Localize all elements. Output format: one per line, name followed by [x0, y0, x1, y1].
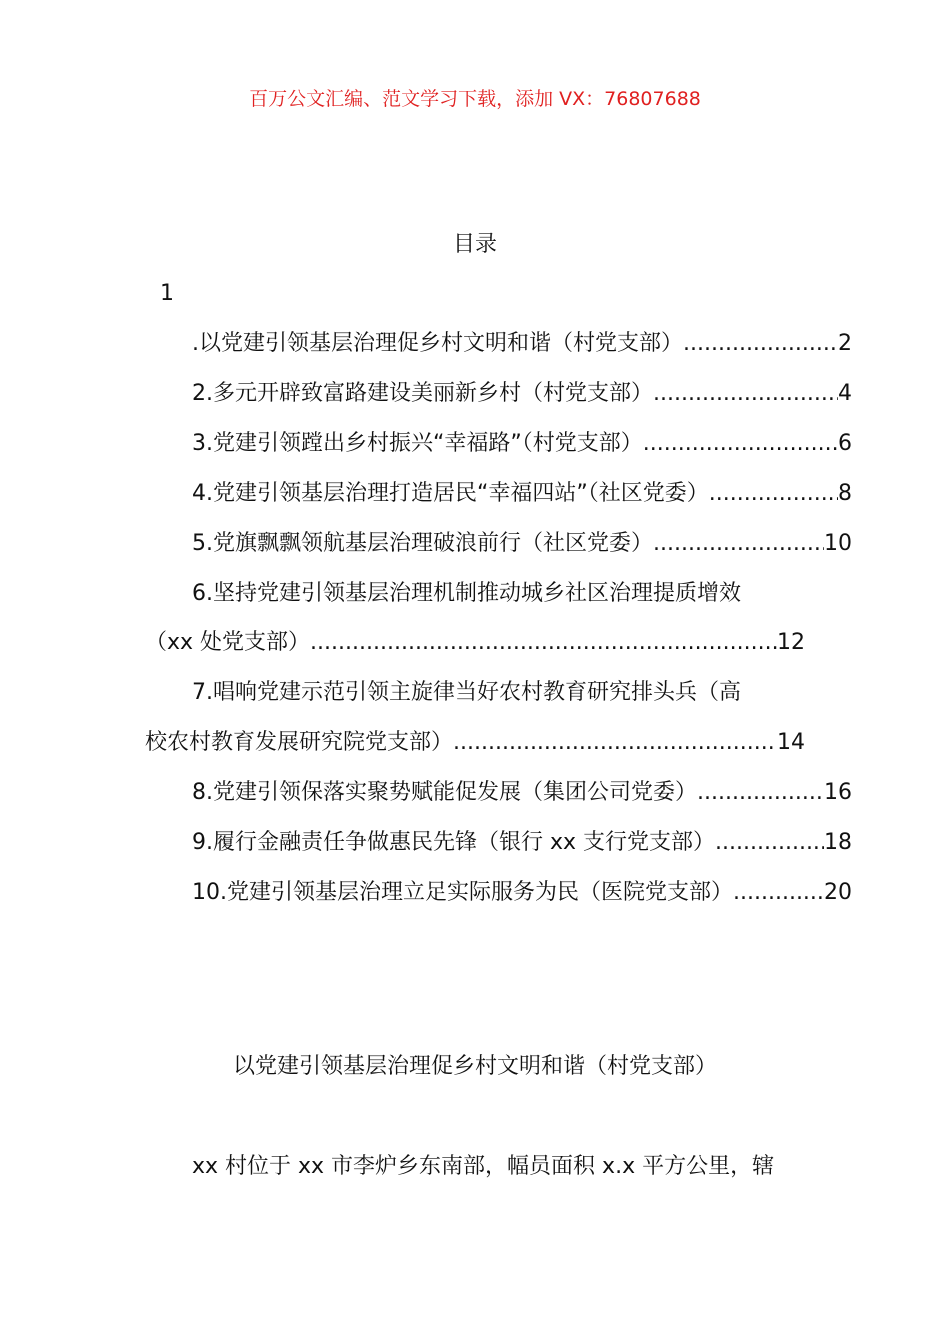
toc-entry-text: 9.履行金融责任争做惠民先锋（银行 xx 支行党支部） — [192, 830, 716, 855]
toc-entry[interactable] — [145, 579, 852, 609]
toc-page: 12 — [777, 630, 805, 655]
toc-entry-cont[interactable] — [145, 728, 805, 758]
dot-leader — [683, 329, 838, 359]
dot-leader — [709, 479, 838, 509]
toc-title: 目录 — [452, 232, 497, 257]
toc-entry-text: 5.党旗飘飘领航基层治理破浪前行（社区党委） — [192, 531, 653, 556]
dot-leader — [653, 379, 838, 409]
dot-leader — [643, 429, 838, 459]
toc-entry-cont[interactable] — [145, 628, 805, 658]
section-title: 以党建引领基层治理促乡村文明和谐（村党支部） — [232, 1054, 717, 1079]
toc-entry-text: 8.党建引领保落实聚势赋能促发展（集团公司党委） — [192, 780, 697, 805]
toc-page: 4 — [838, 381, 852, 406]
toc-entry-text: 6.坚持党建引领基层治理机制推动城乡社区治理提质增效 — [192, 581, 741, 606]
toc-entry-text: 校农村教育发展研究院党支部） — [145, 730, 454, 755]
toc-page: 10 — [824, 531, 852, 556]
toc-entry[interactable] — [145, 678, 852, 708]
toc-page: 8 — [838, 481, 852, 506]
toc-page: 6 — [838, 431, 852, 456]
toc-entry[interactable] — [145, 379, 852, 409]
toc-entry-text: （xx 处党支部） — [145, 630, 311, 655]
dot-leader — [453, 728, 777, 758]
toc-entry[interactable] — [145, 429, 852, 459]
toc-entry[interactable] — [145, 828, 852, 858]
toc-page: 20 — [824, 880, 852, 905]
dot-leader — [310, 628, 777, 658]
dot-leader — [697, 778, 824, 808]
watermark-header: 百万公文汇编、范文学习下载，添加 VX：76807688 — [249, 88, 701, 110]
toc-entry-text: 3.党建引领蹚出乡村振兴“幸福路”（村党支部） — [192, 431, 643, 456]
toc-page: 14 — [777, 730, 805, 755]
toc-page: 18 — [824, 830, 852, 855]
toc-page: 2 — [838, 331, 852, 356]
toc-entry-text: 2.多元开辟致富路建设美丽新乡村（村党支部） — [192, 381, 653, 406]
toc-entry-text: 4.党建引领基层治理打造居民“幸福四站”（社区党委） — [192, 481, 709, 506]
dot-leader — [653, 529, 824, 559]
toc-entry[interactable] — [145, 329, 852, 359]
toc-entry-text: 7.唱响党建示范引领主旋律当好农村教育研究排头兵（高 — [192, 680, 741, 705]
toc-number: 1 — [160, 281, 174, 306]
toc-entry-text: 10.党建引领基层治理立足实际服务为民（医院党支部） — [192, 880, 733, 905]
body-paragraph: xx 村位于 xx 市李炉乡东南部，幅员面积 x.x 平方公里，辖 — [192, 1154, 775, 1179]
toc-entry[interactable] — [145, 479, 852, 509]
dot-leader — [715, 828, 824, 858]
dot-leader — [733, 878, 824, 908]
toc-entry-text: .以党建引领基层治理促乡村文明和谐（村党支部） — [192, 331, 683, 356]
toc-entry[interactable] — [145, 778, 852, 808]
toc-entry[interactable] — [145, 878, 852, 908]
toc-entry[interactable] — [145, 529, 852, 559]
toc-page: 16 — [824, 780, 852, 805]
